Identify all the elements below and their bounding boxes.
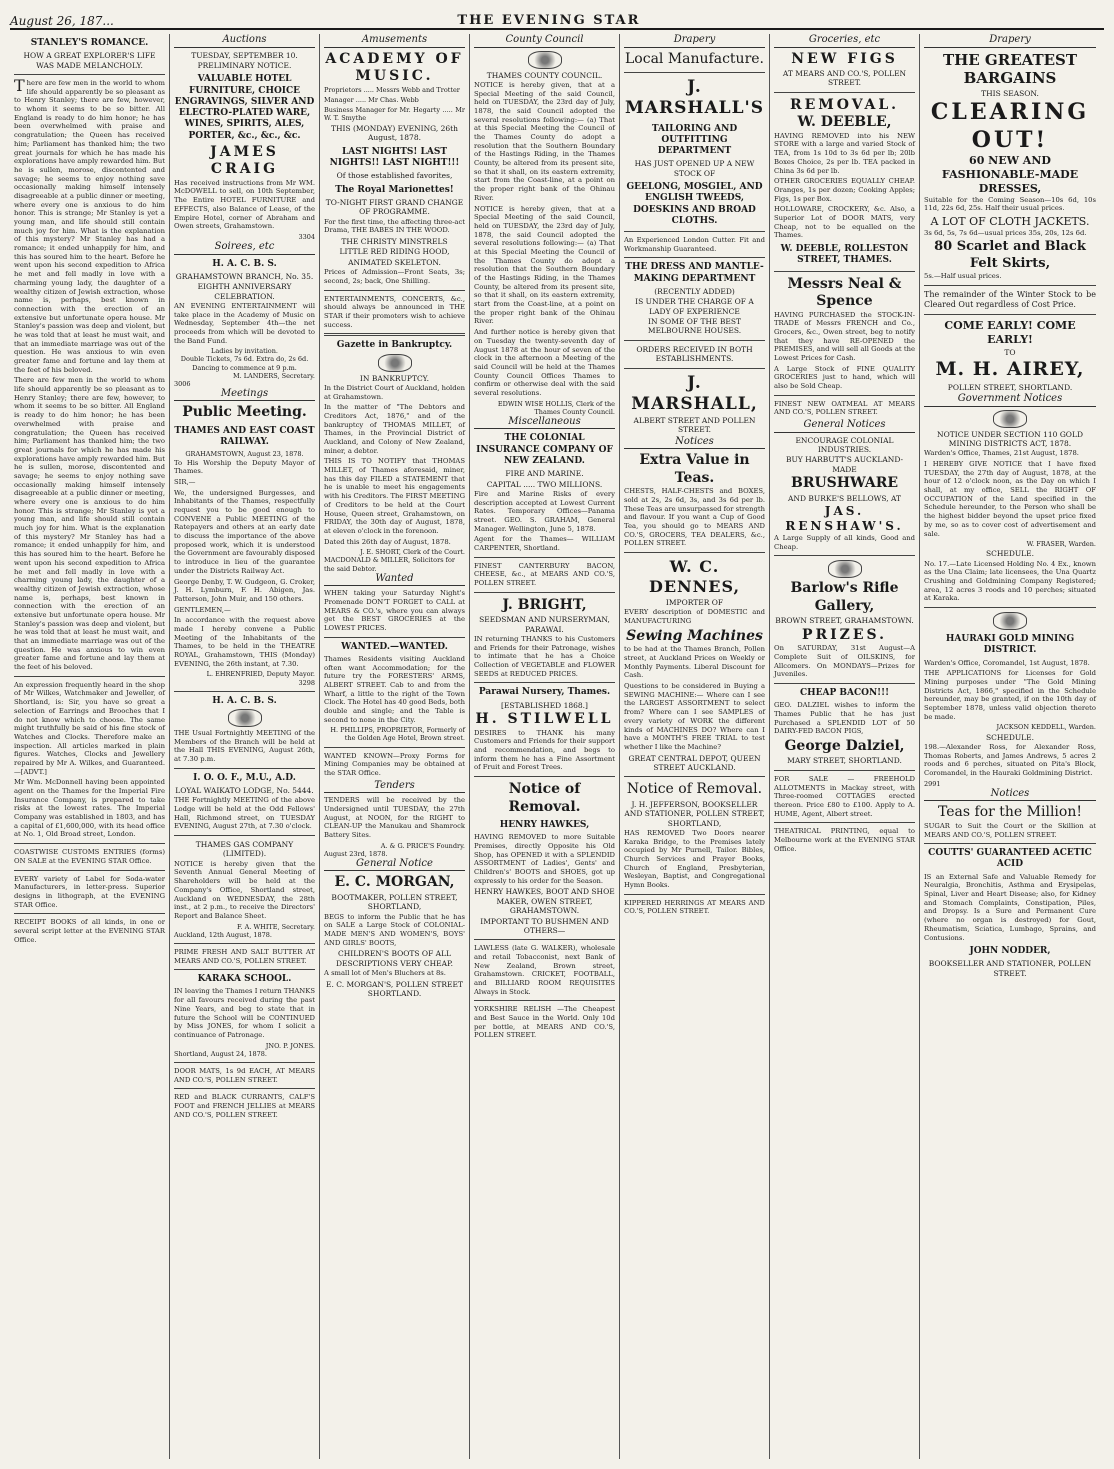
gold-notice-title: NOTICE UNDER SECTION 110 GOLD MINING DISTRICTS ACT, 1878. <box>937 429 1083 448</box>
dress-department: THE DRESS AND MANTLE-MAKING DEPARTMENT <box>625 262 764 284</box>
schedule-heading: SCHEDULE. <box>985 549 1035 559</box>
section-groceries: Groceries, etc <box>774 34 915 48</box>
felt-prices: 5s.—Half usual prices. <box>924 271 1002 280</box>
wanted-title: WANTED.—WANTED. <box>341 641 448 652</box>
felt-skirts: 80 Scarlet and Black Felt Skirts, <box>934 239 1086 271</box>
council-clerk: EDWIN WISE HOLLIS, Clerk of the Thames County Council. <box>497 399 615 416</box>
hauraki-office: Warden's Office, Coromandel, 1st August, 1878. <box>924 658 1090 667</box>
auction-number: 3304 <box>298 232 315 241</box>
hawkes-footer: HENRY HAWKES, BOOT AND SHOE MAKER, OWEN STREET, GRAHAMSTOWN. <box>474 887 615 916</box>
brushware: BRUSHWARE <box>790 475 898 492</box>
barlow-gallery: Barlow's Rifle Gallery, <box>790 580 899 614</box>
clearing-out: CLEARING OUT! <box>930 99 1090 153</box>
new-stock: HAS JUST OPENED UP A NEW STOCK OF <box>634 159 755 178</box>
bankruptcy-dated: Dated this 26th day of August, 1878. <box>324 537 451 546</box>
bankruptcy-matter: In the matter of "The Debtors and Creditors Act, 1876," and of the bankruptcy of THOMAS MILLET, of Thames, in the Provincial District of Auckland, and Colony of New Zealand, miner, a debtor. <box>324 403 465 455</box>
schedule-body: No. 17.—Late Licensed Holding No. 4 Ex., known as the Una Claim; late licensees, the Una Quartz Crushing and Goldmining Company Registered; area, 12 acres 3 roods and 10 perches; situated at Karaka. <box>924 559 1096 603</box>
section-amusements: Amusements <box>324 34 465 48</box>
article-body: There are few men in the world to whom life should apparently be so pleasant as to Henry Stanley; there are few, however, to whom it seems to be so bitter. All England is ready to do him honor; he has been overwhelmed with praise and congratulation; the Queen has received him; Parliament has thanked him; the two great journals for which he has made his explorations have amply rewarded him. But he is sullen, morose, discontented and savage; he seems to enjoy nothing save occasionally making himself intensely disagreeable at a public dinner or meeting, where every one is anxious to do him honor. This is strange; Mr Stanley is yet a young man, and life should still contain much joy for him. What is the explanation of this mystery? Mr Stanley has had a romance; it ended unhappily for him, and this has soured him to the heart. Before he went upon his second expedition to Africa he met and fell madly in love with a charming young lady, the daughter of a wealthy citizen of Jewish extraction, whose name is, perhaps, best known in connection with the erection of an extensive but unfortunate opera house. Mr Stanley's passion was deep and violent, but he was told that at least he must wait, and that an immediate marriage was out of the question. He was anxious to win even greater fame and fortune and lay them at the feet of his beloved. <box>14 76 165 374</box>
masthead <box>10 8 1104 30</box>
stilwell-name: H. STILWELL <box>475 711 614 728</box>
district-court: In the District Court of Auckland, holden at Grahamstown. <box>324 383 465 401</box>
anniversary-title: EIGHTH ANNIVERSARY CELEBRATION. <box>197 282 292 301</box>
article-subheading: HOW A GREAT EXPLORER'S LIFE WAS MADE MELANCHOLY. <box>23 51 156 70</box>
sewing-machines: Sewing Machines <box>626 627 763 644</box>
section-drapery-2: Drapery <box>924 34 1096 48</box>
harp-emblem-icon <box>228 709 262 727</box>
red-riding-hood: LITTLE RED RIDING HOOD, <box>339 247 450 257</box>
insurance-body: Fire and Marine Risks of every description accepted at Lowest Current Rates. Temporary Offices—Panama street. GEO. S. GRAHAM, General Manager. Wellington, June 5, 1878. <box>474 489 615 533</box>
issue-date: August 26, 187... <box>10 14 114 28</box>
column-1 <box>10 34 170 1459</box>
column-5 <box>620 34 770 1459</box>
newspaper-title: THE EVENING STAR <box>457 13 641 28</box>
article-body-continued: There are few men in the world to whom life should apparently be so pleasant as to Henry Stanley; there are few, however, to whom it seems to be so bitter. All England is ready to do him honor; he has been overwhelmed with praise and congratulation; the Queen has received him; Parliament has thanked him; the two great journals for which he has made his explorations have amply rewarded him. But he is sullen, morose, discontented and savage; he seems to enjoy nothing save occasionally making himself intensely disagreeable at a public dinner or meeting, where every one is anxious to do him honor. This is strange; Mr Stanley is yet a young man, and life should still contain much joy for him. What is the explanation of this mystery? Mr Stanley has had a romance; it ended unhappily for him, and this has soured him to the heart. Before he went upon his second expedition to Africa he met and fell madly in love with a charming young lady, the daughter of a wealthy citizen of Jewish extraction, whose name is, perhaps, best known in connection with the erection of an extensive but unfortunate opera house. Mr Stanley's passion was deep and violent, but he was told that at least he must wait, and that an immediate marriage was out of the question. He was anxious to win even greater fame and fortune and lay them at the feet of his beloved. <box>14 376 165 672</box>
dennes-title: W. C. DENNES, <box>648 557 741 597</box>
lodge-body: THE Fortnightly MEETING of the above Lodge will be held at the Odd Fellows' Hall, Richmond street, on TUESDAY EVENING, August 27th, at 7.30 o'clock. <box>174 796 315 831</box>
kippered-advert: KIPPERED HERRINGS AT MEARS AND CO.'S, POLLEN STREET. <box>624 898 765 916</box>
sewing-body: to be had at the Thames Branch, Pollen street, at Auckland Prices on Weekly or Monthly Payments. Liberal Discount for Cash. <box>624 645 765 680</box>
teas-body: CHESTS, HALF-CHESTS and BOXES, sold at 2s, 2s 6d, 3s, and 3s 6d per lb. These Teas are unsurpassed for strength and flavour. If you want a Cup of Good Tea, you should go to MEARS AND CO.'S, GROCERS, TEA DEALERS, &c., POLLEN STREET. <box>624 487 765 548</box>
encourage-industries: ENCOURAGE COLONIAL INDUSTRIES. <box>795 435 894 454</box>
coutts-body: IS an External Safe and Valuable Remedy for Neuralgia, Bronchitis, Asthma and Erysipelas, Spinal, Liver and Heart Disease; also, for Kidney and Stomach Complaints, Constipation, Piles, and Dropsy. Is a Sure and Permanent Cure (where no organ is destroyed) for Gout, Rheumatism, Sciatica, Lumbago, Sprains, and Contusions. <box>924 872 1096 942</box>
tenders-body: TENDERS will be received by the Undersigned until TUESDAY, the 27th August, at NOON, for the RIGHT to CLEAN-UP the Manukau and Shamrock Battery Sites. <box>324 796 465 839</box>
council-body: NOTICE is hereby given, that at a Special Meeting of the said Council, held on TUESDAY, the 23rd day of July, 1878, the said Council adopted the several resolutions following:— (a) That at this Special Meeting the Council of the Thames County do adopt a resolution that the Southern Boundary of the Hastings Riding, in the Thames County, be altered from its present site, so that it shall, on its eastern extremity, start from the Coast-line, at a point on the proper right bank of the Ohinau River. <box>474 80 615 202</box>
label-advert: EVERY variety of Label for Soda-water Manufacturers, in letter-press. Superior designs in lithograph, at the EVENING STAR Office. <box>14 874 165 909</box>
hauraki-body: THE APPLICATIONS for Licenses for Gold Mining purposes under "The Gold Mining Districts Act, 1866," specified in the Schedule hereunder, may be granted, if on the 10th day of September 1878, unless valid objection thereto be made. <box>924 669 1096 721</box>
gas-company-title: THAMES GAS COMPANY (LIMITED). <box>195 840 294 859</box>
rifle-emblem-icon <box>828 560 862 578</box>
bright-body: IN returning THANKS to his Customers and Friends for their Patronage, wishes to intimate that he has a Choice Collection of VEGETABLE and FLOWER SEEDS at REDUCED PRICES. <box>474 635 615 678</box>
railway-sir: SIR,— <box>174 477 196 486</box>
gas-company-date: Auckland, 12th August, 1878. <box>174 930 272 939</box>
grand-change: TO-NIGHT FIRST GRAND CHANGE OF PROGRAMME. <box>325 197 464 217</box>
auctioneer-name: JAMES CRAIG <box>210 143 279 178</box>
bright-seedsman: SEEDSMAN AND NURSERYMAN, PARAWAI. <box>479 615 610 634</box>
entertainments-notice: ENTERTAINMENTS, CONCERTS, &c., should always be announced in THE STAR if their promoters wish to achieve success. <box>324 294 465 329</box>
marshall-title: J. MARSHALL'S <box>624 77 765 119</box>
section-general-notices: General Notices <box>774 419 915 433</box>
iof-title: I. O. O. F., M.U., A.D. <box>193 772 296 783</box>
dresses-suitable: Suitable for the Coming Season—10s 6d, 10s 11d, 22s 6d, 25s. Half their usual prices. <box>924 195 1096 213</box>
government-crest-icon <box>993 410 1027 428</box>
dalziel-name: George Dalziel, <box>784 737 905 754</box>
bankruptcy-notice: THIS IS TO NOTIFY that THOMAS MILLET, of Thames aforesaid, miner, has this day FILED a STATEMENT that he is unable to meet his engagements with his Creditors. The FIRST MEETING of Creditors to be held at the Court House, Queen street, Grahamstown, on FRIDAY, the 30th day of August, 1878, at eleven o'clock in the forenoon. <box>324 457 465 535</box>
hawkes-name: HENRY HAWKES, <box>499 820 590 830</box>
lady-charge: IS UNDER THE CHARGE OF A LADY OF EXPERIENCE <box>635 297 754 316</box>
railway-date: GRAHAMSTOWN, August 23, 1878. <box>185 450 304 459</box>
council-title: THAMES COUNTY COUNCIL. <box>486 70 603 80</box>
academy-title: ACADEMY OF MUSIC. <box>325 50 464 84</box>
columns <box>10 34 1104 1459</box>
morgan-body: BEGS to inform the Public that he has on SALE a Large Stock of COLONIAL-MADE MEN'S AND WOMEN'S, BOYS' AND GIRLS' BOOTS, <box>324 912 465 947</box>
local-manufacture: Local Manufacture. <box>625 50 764 67</box>
railway-signers: George Denby, T. W. Gudgeon, G. Croker, J. H. Lymburn, F. H. Abigen, Jas. Patterson, John Muir, and 150 others. <box>174 577 315 603</box>
prizes-heading: PRIZES. <box>801 626 888 643</box>
come-early: COME EARLY! COME EARLY! <box>944 319 1076 346</box>
jefferson-body: HAS REMOVED Two Doors nearer Karaka Bridge, to the Premises lately occupied by Mr Purnell, Tailor. Bibles, Church Services and Prayer Books, Church of England, Presbyterian, Wesleyan, Baptist, and Congregational Hymn Books. <box>624 828 765 890</box>
soiree-secretary: M. LANDERS, Secretary. <box>232 371 315 380</box>
gazette-bankruptcy: Gazette in Bankruptcy. <box>336 340 453 351</box>
marshall-signature: J. MARSHALL, <box>631 372 758 414</box>
morgan-bootmaker: BOOTMAKER, POLLEN STREET, SHORTLAND, <box>331 892 458 912</box>
currants-advert: RED and BLACK CURRANTS, CALF'S FOOT and FRENCH JELLIES at MEARS AND CO.'S, POLLEN STREET. <box>174 1093 315 1119</box>
hawkes-body: HAVING REMOVED to more Suitable Premises, directly Opposite his Old Shop, has OPENED it with a SPLENDID ASSORTMENT of Ladies', Gents' and Children's' BOOTS and SHOES, got up expressly to his order for the Season. <box>474 833 615 885</box>
morgan-children: CHILDREN'S BOOTS OF ALL DESCRIPTIONS VERY CHEAP. <box>336 949 453 968</box>
section-wanted: Wanted <box>324 573 465 587</box>
dalziel-address: MARY STREET, SHORTLAND. <box>787 756 902 766</box>
section-miscellaneous: Miscellaneous <box>474 416 615 430</box>
section-notices-2: Notices <box>924 788 1096 802</box>
karaka-date: Shortland, August 24, 1878. <box>174 1049 267 1058</box>
sixty-dresses: 60 NEW AND FASHIONABLE-MADE DRESSES, <box>941 154 1079 195</box>
section-general-notice: General Notice <box>324 858 465 872</box>
prizes-body: On SATURDAY, 31st August—A Complete Suit of OILSKINS, for Allcomers. On MONDAYS—Prizes for Juveniles. <box>774 644 915 679</box>
section-county-council: County Council <box>474 34 615 48</box>
hauraki-title: HAURAKI GOLD MINING DISTRICT. <box>945 634 1075 656</box>
sugar-advert: SUGAR to Suit the Court or the Skillion at MEARS AND CO.'S, POLLEN STREET. <box>924 821 1096 839</box>
column-7 <box>920 34 1100 1459</box>
deeble-name: W. DEEBLE, <box>797 114 892 131</box>
phillips-proprietor: H. PHILLIPS, PROPRIETOR, Formerly of the Golden Age Hotel, Brown street. <box>330 726 465 743</box>
court-clerk: J. E. SHORT, Clerk of the Court. <box>360 548 465 557</box>
jefferson-name: J. H. JEFFERSON, BOOKSELLER AND STATIONER, POLLEN STREET, SHORTLAND, <box>624 799 765 828</box>
removal-title-2: Notice of Removal. <box>626 781 763 798</box>
removal-heading: REMOVAL. <box>789 96 900 113</box>
cutter-note: An Experienced London Cutter. Fit and Workmanship Guaranteed. <box>624 236 765 253</box>
wilkes-advert: An expression frequently heard in the shop of Mr Wilkes, Watchmaker and Jeweller, of Shortland, is: Sir, you have so great a selection of Earrings and Brooches that I do not know which to choose. The same might truthfully be said of his fine stock of Watches and Clocks. Therefore make an inspection. All articles marked in plain figures. Watches, Clocks and Jewellery repaired by Mr A. Wilkes, and Guaranteed.—[ADVT.] <box>14 680 165 776</box>
deeble-body: HAVING REMOVED into his NEW STORE with a large and varied Stock of TEA, from 1s 10d to 3s 6d per lb; 20lb Boxes Choice, 2s per lb. TEA packed in China 3s 6d per lb. <box>774 131 915 175</box>
airey-address: POLLEN STREET, SHORTLAND. <box>947 382 1073 392</box>
butter-advert: PRIME FRESH AND SALT BUTTER AT MEARS AND CO.'S, POLLEN STREET. <box>174 947 315 965</box>
section-tenders: Tenders <box>324 780 465 794</box>
monday-evening: THIS (MONDAY) EVENING, 26th August, 1878. <box>330 124 459 143</box>
wanted-proxy: WANTED KNOWN—Proxy Forms for Mining Companies may be obtained at the STAR Office. <box>324 751 465 777</box>
neal-body: HAVING PURCHASED the STOCK-IN-TRADE of Messrs FRENCH and Co., Grocers, &c., Owen street, beg to notify that they have RE-OPENED the PREMISES, and will sell all Goods at the Lowest Prices for Cash. <box>774 310 915 362</box>
oatmeal-advert: FINEST NEW OATMEAL AT MEARS AND CO.'S, POLLEN STREET. <box>774 399 915 417</box>
parawai-title: Parawai Nursery, Thames. <box>478 687 611 698</box>
council-body-continued: NOTICE is hereby given, that at a Special Meeting of the said Council, held on TUESDAY, the 23rd day of July, 1878, the said Council adopted the several resolutions following:— (a) That at this Special Meeting the Council of the Thames County do adopt a resolution that the Southern Boundary of the Hastings Riding, in the Thames County, be altered from its present site, so that it shall, on its eastern extremity, start from the Coast-line, at a point on the proper right bank of the Ohinau River. <box>474 204 615 326</box>
ladies-note: Ladies by invitation. <box>211 347 278 356</box>
tenders-signer: A. & G. PRICE'S Foundry. <box>380 841 465 850</box>
tailoring-department: TAILORING AND OUTFITTING DEPARTMENT <box>651 123 738 156</box>
stilwell-body: DESIRES to THANK his many Customers and Friends for their support and recommendation, and begs to inform them he has a Fine Assortment of Fruit and Forest Trees. <box>474 728 615 772</box>
academy-business-manager: Business Manager for Mr. Hegarty ..... Mr W. T. Smythe <box>324 105 465 122</box>
nodder-address: BOOKSELLER AND STATIONER, POLLEN STREET. <box>928 959 1092 978</box>
cloth-prices: 3s 6d, 5s, 7s 6d—usual prices 35s, 20s, 12s 6d. <box>924 228 1087 237</box>
section-notices: Notices <box>624 436 765 450</box>
removal-title: Notice of Removal. <box>508 781 581 815</box>
section-auctions: Auctions <box>174 34 315 48</box>
notice-number: 2991 <box>924 779 941 788</box>
relish-advert: YORKSHIRE RELISH —The Cheapest and Best Sauce in the World. Only 10d per bottle, at MEARS AND CO.'S, POLLEN STREET. <box>474 1005 615 1040</box>
section-government-notices: Government Notices <box>924 393 1096 407</box>
cloth-jackets: A LOT OF CLOTH JACKETS. <box>930 215 1090 228</box>
favorites-line: Of those established favorites, <box>336 171 453 181</box>
animated-skeleton: ANIMATED SKELETON. <box>348 257 441 267</box>
coutts-title: COUTTS' GUARANTEED ACETIC ACID <box>928 848 1092 870</box>
last-nights: LAST NIGHTS! LAST NIGHTS!! LAST NIGHT!!! <box>329 146 460 168</box>
branch-name: GRAHAMSTOWN BRANCH, No. 35. <box>175 271 314 281</box>
hacb-title: H. A. C. B. S. <box>212 258 277 269</box>
door-mats-advert: DOOR MATS, 1s 9d EACH, AT MEARS AND CO.'S, POLLEN STREET. <box>174 1066 315 1084</box>
column-2 <box>170 34 320 1459</box>
orders-note: ORDERS RECEIVED IN BOTH ESTABLISHMENTS. <box>636 344 753 364</box>
neal-spence: Messrs Neal & Spence <box>787 275 902 309</box>
column-6 <box>770 34 920 1459</box>
railway-body-2: In accordance with the request above made I hereby convene a Public Meeting of the Inhabitants of the Thames, to be held in the THEATRE ROYAL, Grahamstown, THIS (Monday) EVENING, the 26th instant, at 7.30. <box>174 616 315 668</box>
dalziel-body: GEO. DALZIEL wishes to inform the Thames Public that he has just Purchased a SPLENDID LOT of 50 DAIRY-FED BACON PIGS, <box>774 701 915 736</box>
christy-minstrels: THE CHRISTY MINSTRELS <box>341 237 448 246</box>
cheap-bacon: CHEAP BACON!!! <box>799 687 890 698</box>
insurance-item: Mr Wm. McDonnell having been appointed agent on the Thames for the Imperial Fire Insurance Company, is prepared to take risks at the lowest rates. The Imperial Company was established in 1803, and has a capital of £1,600,000, with its head office at No. 1, Old Broad street, London. <box>14 778 165 839</box>
insurance-title: THE COLONIAL INSURANCE COMPANY OF NEW ZEALAND. <box>476 433 613 466</box>
column-3 <box>320 34 470 1459</box>
neal-body-2: A Large Stock of FINE QUALITY GROCERIES just to hand, which will also be Sold Cheap. <box>774 364 915 390</box>
fortnightly-meeting: THE Usual Fortnightly MEETING of the Members of the Branch will be held at the Hall THIS EVENING, August 26th, at 7.30 p.m. <box>174 728 315 763</box>
article-heading: STANLEY'S ROMANCE. <box>30 38 149 48</box>
airey-name: M. H. AIREY, <box>935 357 1085 380</box>
hacb-title-2: H. A. C. B. S. <box>212 695 277 706</box>
insurance-capital: CAPITAL ..... TWO MILLIONS. <box>486 479 603 489</box>
buy-harbutts: BUY HARBUTT'S AUCKLAND-MADE <box>785 455 904 474</box>
crest-icon <box>528 51 562 69</box>
renshaw-body: A Large Supply of all kinds, Good and Cheap. <box>774 533 915 551</box>
wanted-promenade: WHEN taking your Saturday Night's Promenade DON'T FORGET to CALL at MEARS & CO.'s, where you can always get the BEST GROCERIES at the LOWEST PRICES. <box>324 589 465 632</box>
printing-advert: THEATRICAL PRINTING, equal to Melbourne work at the EVENING STAR Office. <box>774 827 915 853</box>
tweeds-line: GEELONG, MOSGIEL, AND ENGLISH TWEEDS, DOESKINS AND BROAD CLOTHS. <box>626 182 763 226</box>
warden-office: Warden's Office, Thames, 21st August, 1878. <box>924 449 1079 458</box>
railway-body: We, the undersigned Burgesses, and Inhabitants of the Thames, respectfully request you to be good enough to CONVENE a Public MEETING of the Ratepayers and others at an early date to discuss the importance of the above proposed work, which it is understood the Government are favourably disposed to introduce in lieu of the guarantee under the Districts Railway Act. <box>174 488 315 575</box>
recently-added: (RECENTLY ADDED) <box>654 286 735 296</box>
admission-prices: Prices of Admission—Front Seats, 3s; second, 2s; back, One Shilling. <box>324 268 465 285</box>
fire-marine: FIRE AND MARINE. <box>505 469 584 479</box>
railway-number: 3298 <box>298 678 315 687</box>
bellows-line: AND BURKE'S BELLOWS, AT <box>788 493 901 503</box>
morgan-bluchers: A small lot of Men's Bluchers at 8s. <box>324 969 446 978</box>
winter-stock: The remainder of the Winter Stock to be Cleared Out regardless of Cost Price. <box>924 289 1096 309</box>
lawless-advert: LAWLESS (late G. WALKER), wholesale and retail Tobacconist, next Bank of New Zealand, Brown street, Grahamstown. CRICKET, FOOTBALL, and BILLIARD ROOM REQUISITES Always in Stock. <box>474 944 615 996</box>
barlow-address: BROWN STREET, GRAHAMSTOWN. <box>775 616 914 626</box>
other-groceries: OTHER GROCERIES EQUALLY CHEAP. Oranges, 1s per dozen; Cooking Apples; Figs, 1s per Box. <box>774 177 915 203</box>
sewing-questions: Questions to be considered in Buying a SEWING MACHINE:— Where can I see the LARGEST ASSORTMENT to select from? Where can I see SAMPLES of every variety of WORK the different kinds of MACHINES DO? Where can I have a MONTH'S FREE TRIAL to test whether I like the Machine? <box>624 682 765 751</box>
sale-advert: FOR SALE — FREEHOLD ALLOTMENTS in Mackay street, with Three-roomed COTTAGES erected thereon. Price £80 to £100. Apply to A. HUME, Agent, Albert street. <box>774 774 915 818</box>
bacon-advert: FINEST CANTERBURY BACON, CHEESE, &c., at MEARS AND CO.'S, POLLEN STREET. <box>474 561 615 588</box>
new-figs-at: AT MEARS AND CO.'S, POLLEN STREET. <box>782 69 907 88</box>
debtor-solicitors: MACDONALD & MILLER, Solicitors for the said Debtor. <box>324 556 456 573</box>
railway-gentlemen: GENTLEMEN,— <box>174 605 231 614</box>
new-figs: NEW FIGS <box>791 50 898 67</box>
auction-date: TUESDAY, SEPTEMBER 10. <box>191 50 298 60</box>
ticket-prices: Double Tickets, 7s 6d. Extra do, 2s 6d. <box>180 355 309 364</box>
warden-keddell: JACKSON KEDDELL, Warden. <box>996 723 1096 732</box>
to-line: TO <box>1004 347 1016 357</box>
karaka-signer: JNO. P. JONES. <box>265 1041 315 1050</box>
soiree-number: 3006 <box>174 379 191 388</box>
deputy-mayor: L. EHRENFRIED, Deputy Mayor. <box>206 670 315 679</box>
renshaw-name: JAS. RENSHAW'S. <box>785 503 904 533</box>
in-bankruptcy: IN BANKRUPTCY. <box>359 373 430 383</box>
teas-million: Teas for the Million! <box>938 804 1082 821</box>
royal-marionettes: The Royal Marionettes! <box>335 184 454 195</box>
karaka-school-title: KARAKA SCHOOL. <box>197 974 292 985</box>
bright-name: J. BRIGHT, <box>502 596 587 613</box>
morgan-footer: E. C. MORGAN'S, POLLEN STREET SHORTLAND. <box>326 979 463 999</box>
drama-line: For the first time, the affecting three-act Drama, THE BABES IN THE WOOD. <box>324 217 465 235</box>
gas-company-signer: F. A. WHITE, Secretary. <box>237 922 315 931</box>
morgan-name: E. C. MORGAN, <box>334 874 455 891</box>
this-season: THIS SEASON. <box>981 89 1039 98</box>
gold-notice-body: I HEREBY GIVE NOTICE that I have fixed TUESDAY, the 27th day of August, 1878, at the hour of 12 o'clock noon, as the Day on which I shall, at my office, SELL the RIGHT OF OCCUPATION of the Land specified in the Schedule hereunder, to the Person who shall be the highest bidder beyond the upset price fixed by me, so as to cover cost of advertisement and sale. <box>924 460 1096 538</box>
karaka-school-body: IN leaving the Thames I return THANKS for all favours received during the past Nine Years, and beg to state that in future the School will be CONTINUED by Miss JONES, for whom I solicit a continuance of Patronage. <box>174 987 315 1039</box>
academy-manager: Manager ..... Mr Chas. Webb <box>324 95 419 104</box>
academy-proprietors: Proprietors ..... Messrs Webb and Trotter <box>324 85 460 94</box>
tenders-date: August 23rd, 1878. <box>324 849 388 858</box>
deeble-address: W. DEEBLE, ROLLESTON STREET, THAMES. <box>780 244 909 266</box>
warden-fraser: W. FRASER, Warden. <box>1026 540 1096 549</box>
section-soirees: Soirees, etc <box>174 241 315 255</box>
railway-title: THAMES AND EAST COAST RAILWAY. <box>174 425 315 448</box>
receipt-advert: RECEIPT BOOKS of all kinds, in one or several script letter at the EVENING STAR Office. <box>14 918 165 944</box>
nodder-name: JOHN NODDER, <box>969 946 1051 957</box>
section-drapery: Drapery <box>624 34 765 48</box>
auction-body: Has received instructions from Mr WM. McDOWELL to sell, on 10th September, The Entire HOTEL FURNITURE and EFFECTS, also Balance of Lease, of the Empire Hotel, corner of Abraham and Owen streets, Grahamstown. <box>174 178 315 231</box>
insurance-agent: Agent for the Thames— WILLIAM CARPENTER, Shortland. <box>474 535 615 552</box>
holloware: HOLLOWARE, CROCKERY, &c. Also, a Superior Lot of DOOR MATS, very Cheap, not to be equalled on the Thames. <box>774 205 915 240</box>
marshall-address: ALBERT STREET AND POLLEN STREET. <box>633 416 756 435</box>
dancing-time: Dancing to commence at 9 p.m. <box>192 363 297 372</box>
central-depot: GREAT CENTRAL DEPOT, QUEEN STREET AUCKLAND. <box>628 753 761 772</box>
importer-of: IMPORTER OF <box>665 598 724 608</box>
auction-notice: PRELIMINARY NOTICE. <box>197 60 292 70</box>
parawai-established: [ESTABLISHED 1868.] <box>501 700 588 710</box>
melbourne-houses: IN SOME OF THE BEST MELBOURNE HOUSES. <box>647 317 742 336</box>
bushmen-notice: IMPORTANT TO BUSHMEN AND OTHERS— <box>480 916 609 935</box>
lodge-name: LOYAL WAIKATO LODGE, No. 5444. <box>175 785 314 795</box>
wanted-foresters: Thames Residents visiting Auckland often want Accommodation; for the future try the FORESTERS' ARMS, ALBERT STREET. Cab to and from the Wharf, a little to the right of the Town Clock. The Hotel has 40 good Beds, both double and single; and the Table is second to none in the City. <box>324 654 465 724</box>
railway-addressee: To His Worship the Deputy Mayor of Thames. <box>174 458 315 476</box>
council-body-2: And further notice is hereby given that on Tuesday the twenty-seventh day of August 1878 at the hour of seven of the clock in the afternoon a Meeting of the said Council will be held at the Thames County Council Offices Thames to confirm or otherwise deal with the said several resolutions. <box>474 328 615 397</box>
section-meetings: Meetings <box>174 388 315 402</box>
greatest-bargains: THE GREATEST BARGAINS <box>942 50 1078 88</box>
schedule-heading-2: SCHEDULE. <box>985 732 1035 742</box>
column-4 <box>470 34 620 1459</box>
public-meeting-title: Public Meeting. <box>182 404 307 421</box>
gas-company-body: NOTICE is hereby given that the Seventh Annual General Meeting of Shareholders will be held at the Company's Office, Shortland street, Auckland on WEDNESDAY, the 28th inst., at 2 p.m., to receive the Directors' Report and Balance Sheet. <box>174 859 315 920</box>
every-description: EVERY description of DOMESTIC and MANUFACTURING <box>624 608 765 626</box>
extra-value-teas: Extra Value in Teas. <box>639 452 750 486</box>
government-crest-icon-2 <box>993 612 1027 630</box>
anniversary-body: AN EVENING ENTERTAINMENT will take place in the Academy of Music on Wednesday, September 4th—the net proceeds from which will be devoted to the Band Fund. <box>174 301 315 345</box>
auction-items: VALUABLE HOTEL FURNITURE, CHOICE ENGRAVINGS, SILVER AND ELECTRO-PLATED WARE, WINES, SPIRITS, ALES, PORTER, &c., &c., &c. <box>174 74 315 141</box>
customs-advert: COASTWISE CUSTOMS ENTRIES (forms) ON SALE at the EVENING STAR Office. <box>14 848 165 865</box>
schedule-body-2: 198.—Alexander Ross, for Alexander Ross, Thomas Roberts, and James Andrews, 5 acres 2 roods and 6 perches, situated on Pita's Block, Coromandel, in the Hauraki Goldmining District. <box>924 742 1096 778</box>
royal-arms-icon <box>378 354 412 372</box>
